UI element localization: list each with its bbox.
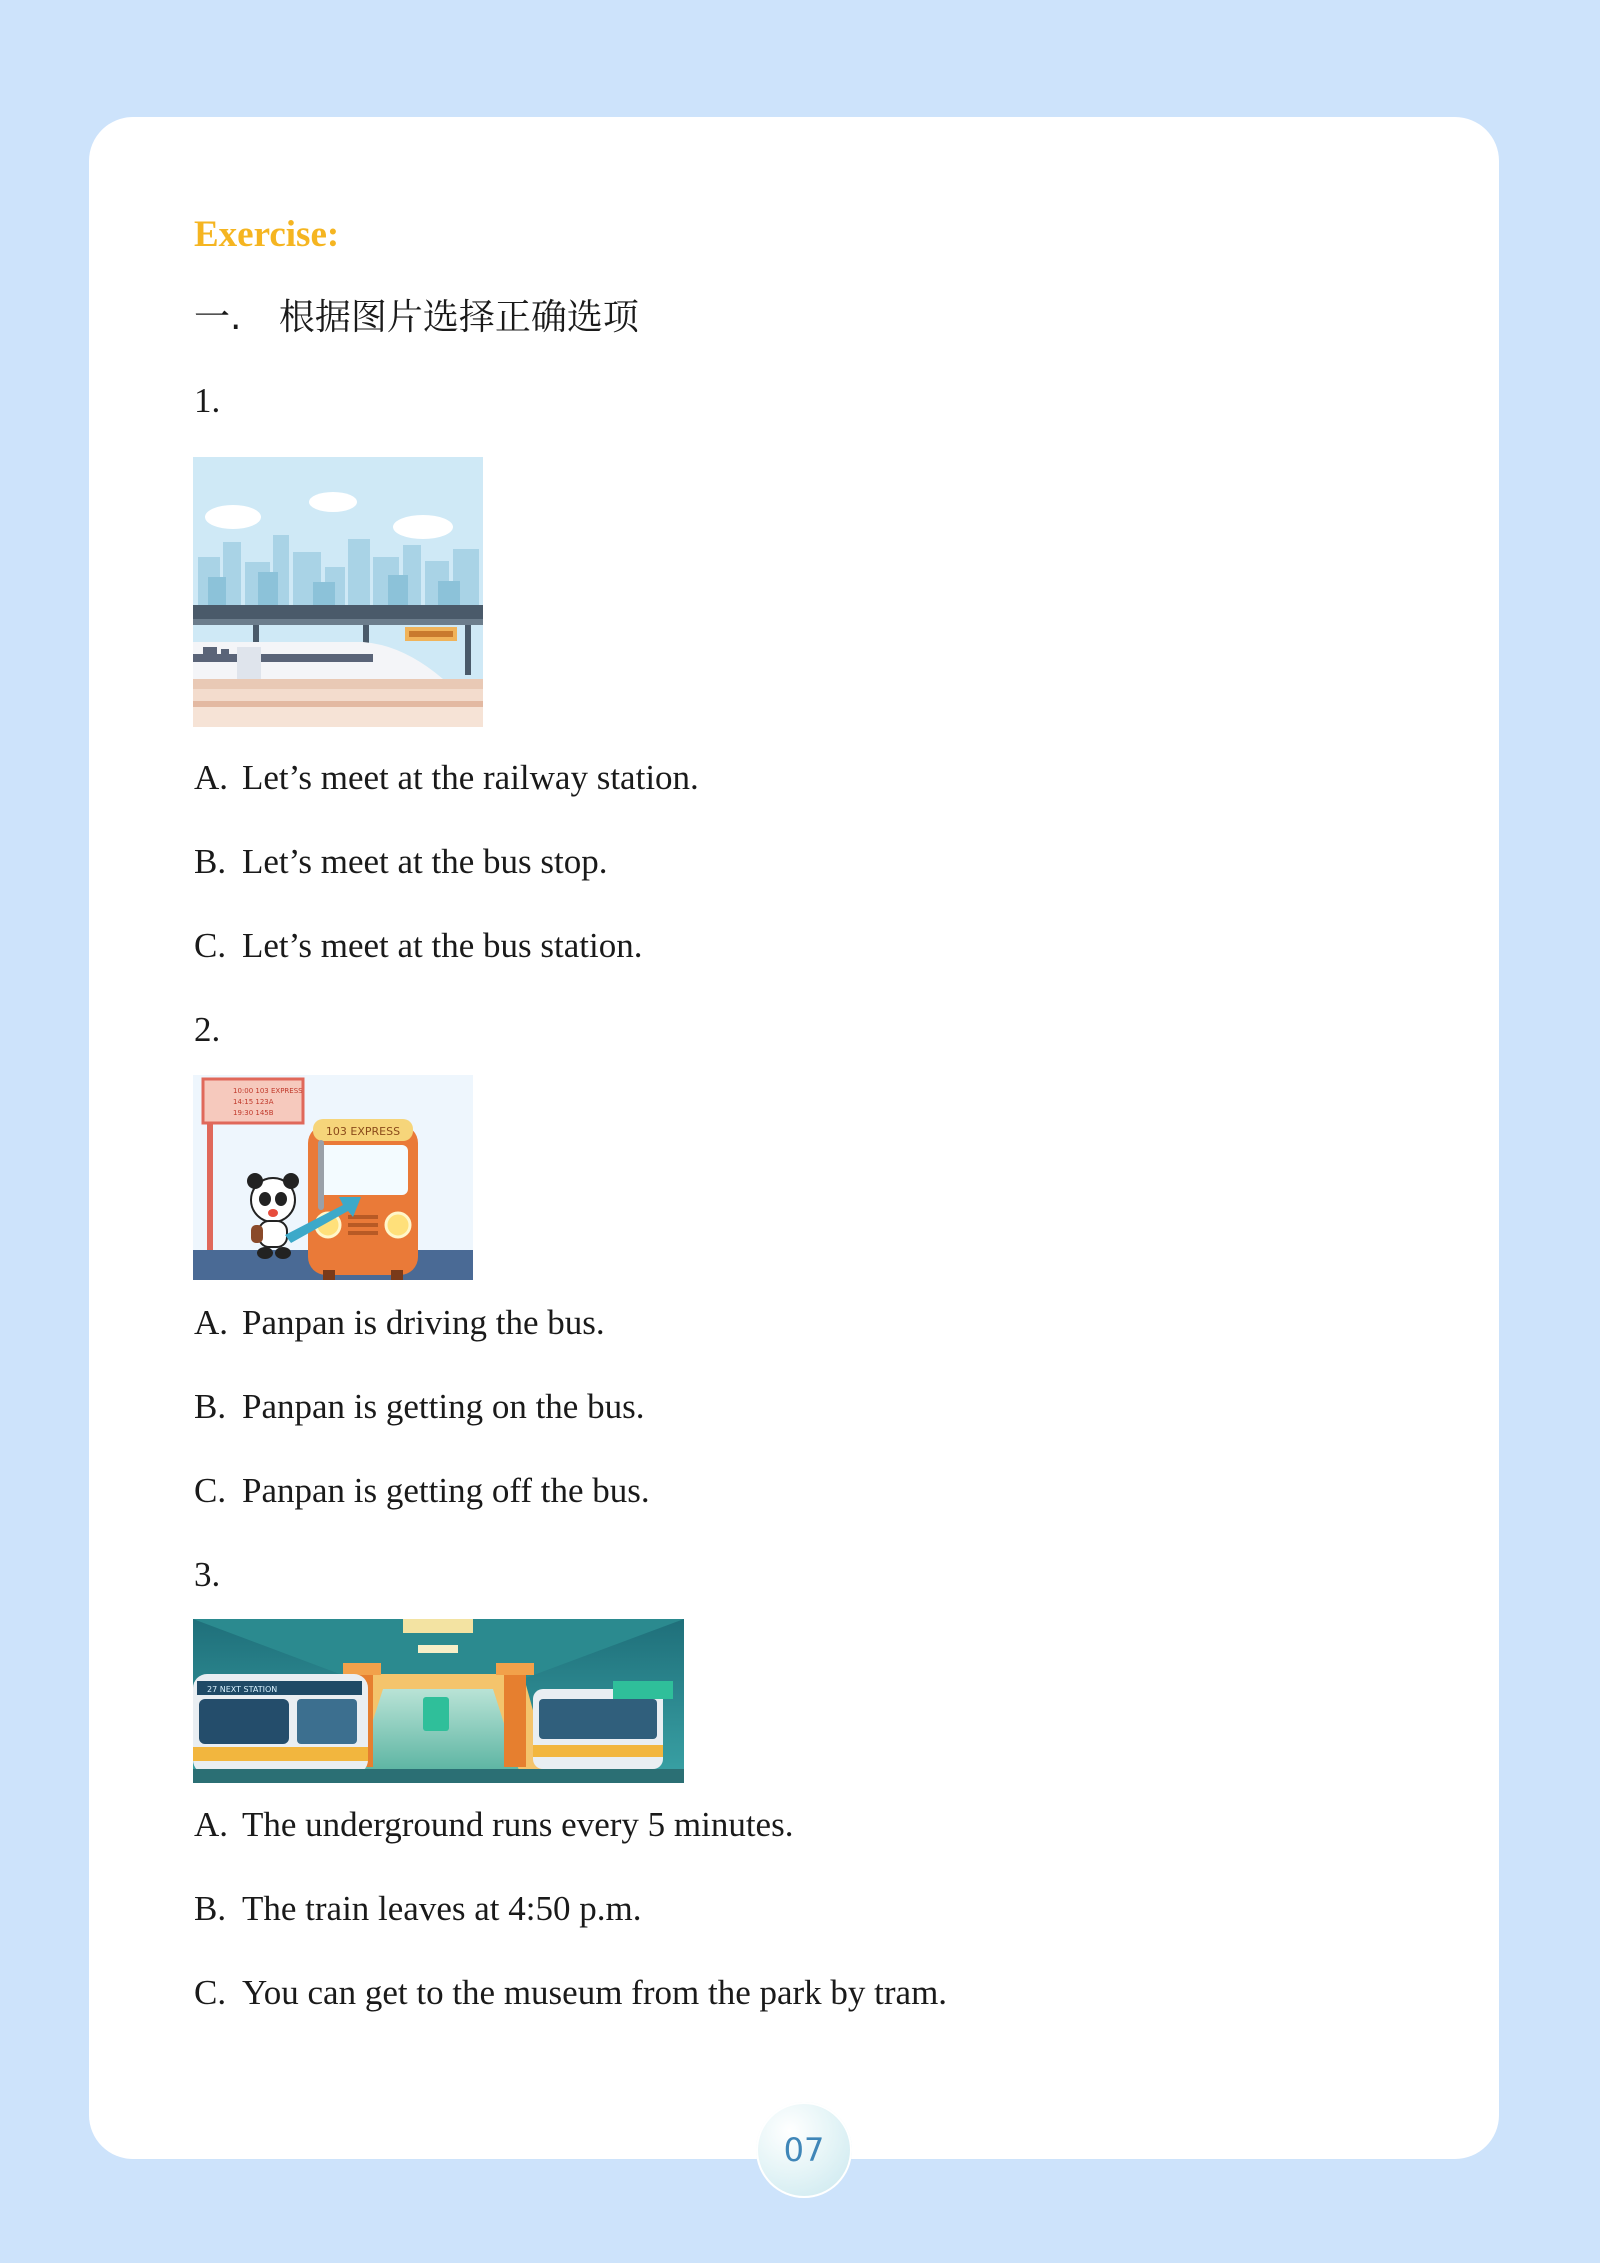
- option-text: The train leaves at 4:50 p.m.: [242, 1889, 642, 1928]
- option-text: Let’s meet at the bus station.: [242, 926, 643, 965]
- question-2-number: 2.: [194, 1010, 221, 1049]
- panda-getting-on-bus-illustration: [193, 1075, 473, 1280]
- question-3-number: 3.: [194, 1555, 221, 1594]
- option-letter: C.: [194, 1973, 227, 2012]
- question-2-option-c[interactable]: [194, 1471, 650, 1511]
- page-number: 07: [783, 2131, 825, 2169]
- option-text: You can get to the museum from the park by tram.: [242, 1973, 948, 2012]
- railway-station-illustration: [193, 457, 483, 727]
- option-text: Panpan is getting on the bus.: [242, 1387, 645, 1426]
- question-2-option-b[interactable]: [194, 1387, 644, 1427]
- question-3-option-c[interactable]: [194, 1973, 947, 2013]
- question-1-number: 1.: [194, 381, 221, 420]
- timetable-line-2: 14:15 123A: [233, 1098, 274, 1106]
- option-text: Panpan is getting off the bus.: [242, 1471, 650, 1510]
- question-3-option-b[interactable]: [194, 1889, 641, 1929]
- section-number: 一.: [194, 297, 242, 338]
- timetable-line-3: 19:30 145B: [233, 1109, 274, 1117]
- exercise-title: Exercise:: [194, 214, 340, 255]
- option-letter: A.: [194, 758, 229, 797]
- question-1-option-b[interactable]: [194, 842, 607, 882]
- section-instruction: 根据图片选择正确选项: [278, 297, 639, 338]
- worksheet-card: [89, 117, 1499, 2159]
- option-letter: C.: [194, 1471, 227, 1510]
- underground-station-illustration: [193, 1619, 684, 1783]
- option-letter: B.: [194, 1889, 227, 1928]
- option-letter: C.: [194, 926, 227, 965]
- question-2-option-a[interactable]: [194, 1303, 605, 1343]
- page-number-badge: [756, 2102, 852, 2198]
- bus-sign-text: 103 EXPRESS: [325, 1125, 401, 1138]
- option-text: Let’s meet at the bus stop.: [242, 842, 608, 881]
- section-heading: [194, 289, 639, 340]
- question-1-option-a[interactable]: [194, 758, 699, 798]
- question-1-option-c[interactable]: [194, 926, 642, 966]
- option-letter: B.: [194, 842, 227, 881]
- timetable-line-1: 10:00 103 EXPRESS: [233, 1087, 303, 1095]
- option-letter: A.: [194, 1303, 229, 1342]
- train-sign-text: 27 NEXT STATION: [207, 1685, 278, 1694]
- question-3-option-a[interactable]: [194, 1805, 793, 1845]
- option-text: Let’s meet at the railway station.: [242, 758, 699, 797]
- option-letter: B.: [194, 1387, 227, 1426]
- option-letter: A.: [194, 1805, 229, 1844]
- option-text: The underground runs every 5 minutes.: [242, 1805, 794, 1844]
- option-text: Panpan is driving the bus.: [242, 1303, 605, 1342]
